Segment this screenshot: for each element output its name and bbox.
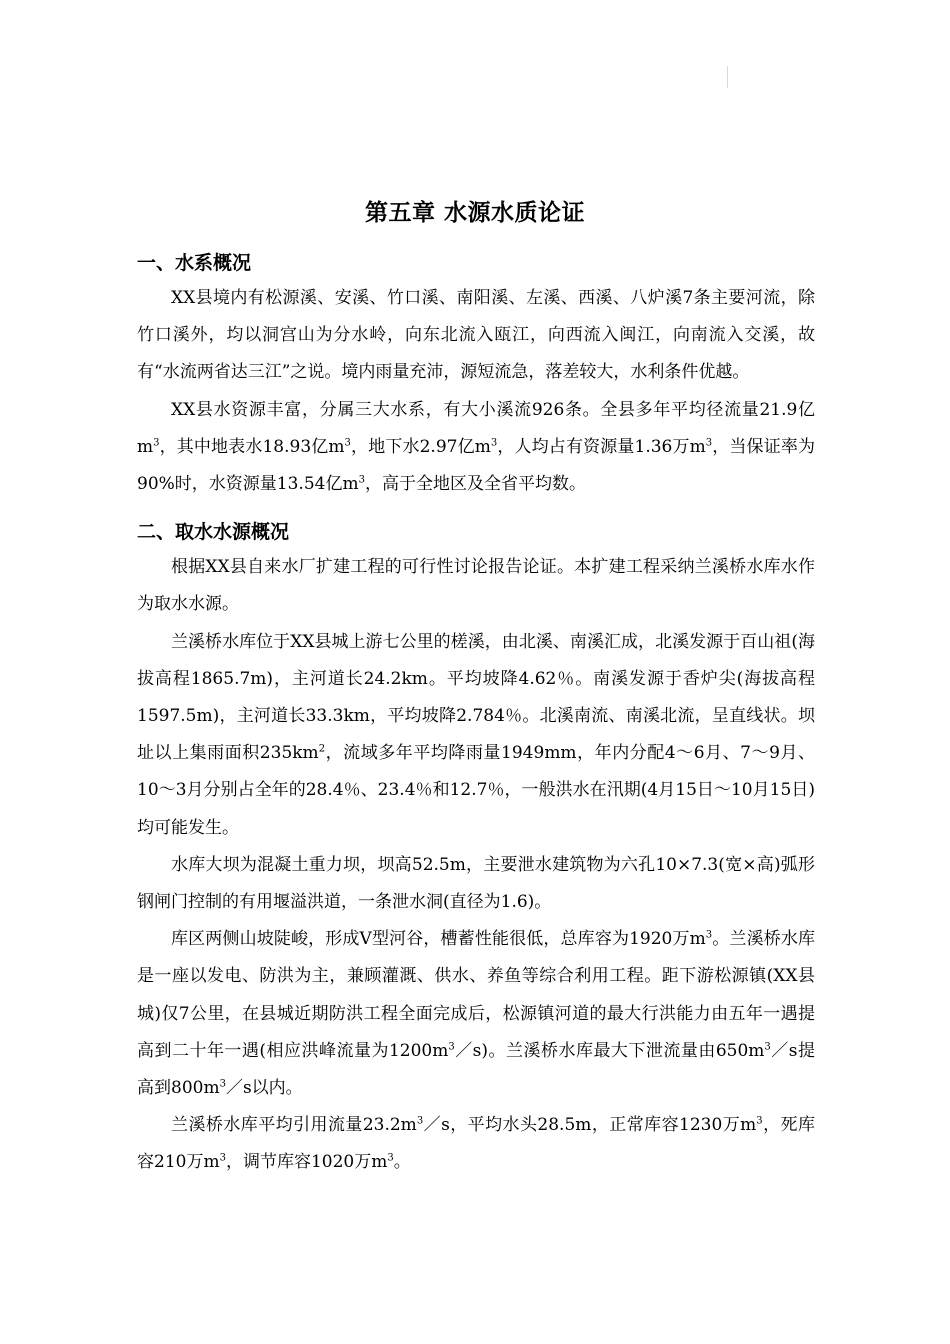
section-water-system (137, 248, 815, 503)
paragraph: 根据XX县自来水厂扩建工程的可行性讨论报告论证。本扩建工程采纳兰溪桥水库水作为取水水源。 (137, 557, 815, 615)
paragraph: 水库大坝为混凝土重力坝，坝高52.5m，主要泄水建筑物为六孔10×7.3(宽×高)弧形钢闸门控制的有用堰溢洪道，一条泄水洞(直径为1.6)。 (137, 854, 815, 913)
paragraph: 库区两侧山坡陡峻，形成V型河谷，槽蓄性能很低，总库容为1920万$m^3$。兰溪桥水库是一座以发电、防洪为主，兼顾灌溉、供水、养鱼等综合利用工程。距下游松源镇(XX县城)仅7公里，在县城近期防洪工程全面完成后，松源镇河道的最大行洪能力由五年一遇提高到二十年一遇(相应洪峰流量为$1200m^3/s$)。兰溪桥水库最大下泄流量由$650m^3/s$提高到$800m^3/s$以内。 (137, 929, 815, 1099)
paragraph: 兰溪桥水库位于XX县城上游七公里的槎溪，由北溪、南溪汇成，北溪发源于百山祖(海拔高程1865.7m)，主河道长24.2km。平均坡降4.62％。南溪发源于香炉尖(海拔高程1597.5m)，主河道长33.3km，平均坡降2.784％。北溪南流、南溪北流，呈直线状。坝址以上集雨面积$235km^2$，流域多年平均降雨量1949mm，年内分配4～6月、7～9月、10～3月分别占全年的28.4％、23.4％和12.7％，一般洪水在汛期(4月15日～10月15日)均可能发生。 (137, 631, 815, 838)
section-intake-source (137, 517, 815, 1181)
paragraph: 兰溪桥水库平均引用流量$23.2m^3/s$，平均水头28.5m，正常库容1230万$m^3$，死库容210万$m^3$，调节库容1020万$m^3$。 (137, 1115, 815, 1173)
paragraph: XX县境内有松源溪、安溪、竹口溪、南阳溪、左溪、西溪、八炉溪7条主要河流，除竹口溪外，均以洞宫山为分水岭，向东北流入瓯江，向西流入闽江，向南流入交溪，故有“水流两省达三江”之说。境内雨量充沛，源短流急，落差较大，水利条件优越。 (137, 288, 815, 383)
paragraph: XX县水资源丰富，分属三大水系，有大小溪流926条。全县多年平均径流量21.9亿$m^3$，其中地表水18.93亿$m^3$，地下水2.97亿$m^3$，人均占有资源量1.36万$m^3$，当保证率为90%时，水资源量13.54亿$m^3$，高于全地区及全省平均数。 (137, 399, 815, 495)
document-body (137, 248, 815, 1182)
section-heading: 一、水系概况 (137, 252, 252, 274)
page-edge-mark (727, 66, 728, 88)
chapter-title: 第五章 水源水质论证 (364, 200, 585, 226)
section-heading: 二、取水水源概况 (137, 521, 290, 544)
